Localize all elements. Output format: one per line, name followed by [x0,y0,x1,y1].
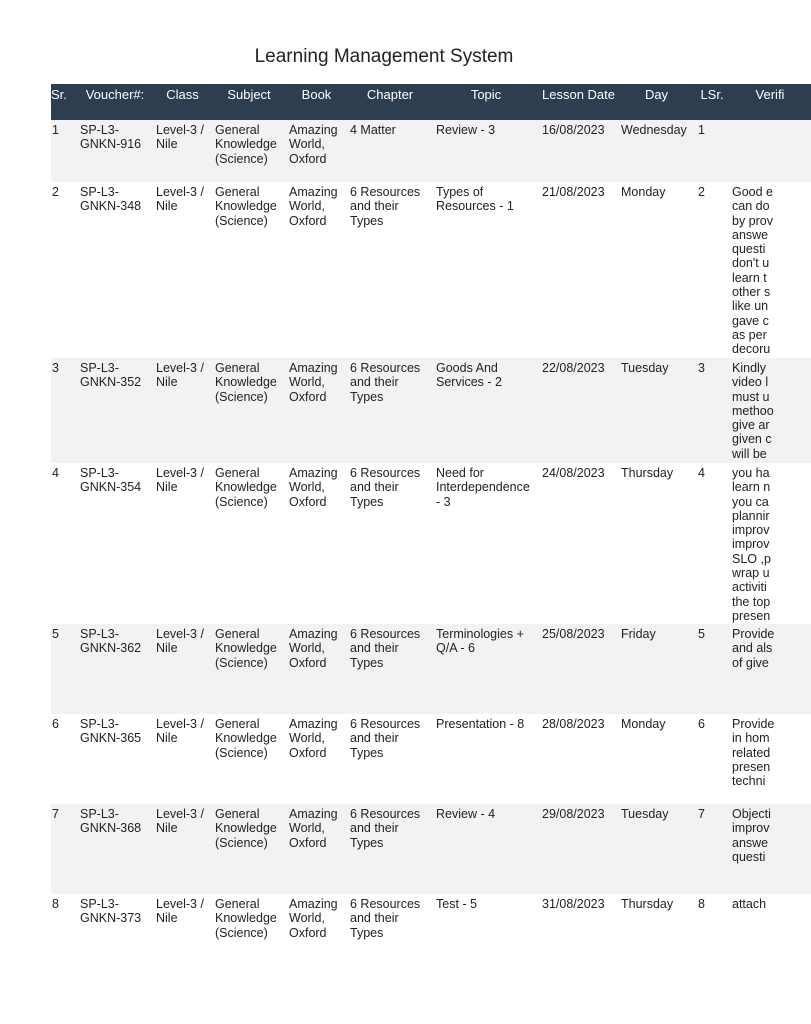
table-body [51,120,811,984]
verification-remark-line: learn t [732,270,767,285]
topic-cell: Types of Resources - 1 [433,182,539,358]
chapter-cell: 6 Resources and their Types [347,182,433,358]
header-subject: Subject [212,84,286,120]
chapter-cell: 6 Resources and their Types [347,463,433,624]
verification-remark-line: as per [732,327,767,342]
book-cell: Amazing World, Oxford [286,120,347,182]
day-cell: Thursday [618,463,695,624]
verification-remark-line: related [732,745,771,760]
lesson-date-cell: 28/08/2023 [539,714,618,804]
verification-remark-line: Good e [732,185,774,199]
verification-remark-line: methoo [732,403,774,418]
book-cell: Amazing World, Oxford [286,714,347,804]
topic-cell: Goods And Services - 2 [433,358,539,463]
voucher-cell: SP-L3-GNKN-354 [77,463,153,624]
class-cell: Level-3 / Nile [153,463,212,624]
book-cell: Amazing World, Oxford [286,624,347,714]
chapter-cell: 6 Resources and their Types [347,714,433,804]
class-cell: Level-3 / Nile [153,624,212,714]
topic-cell: Review - 4 [433,804,539,894]
verification-remark-line: activiti [732,580,767,595]
book-cell: Amazing World, Oxford [286,358,347,463]
lsr-cell: 7 [695,804,729,894]
verification-remark-line: techni [732,774,766,789]
topic-cell: Presentation - 8 [433,714,539,804]
verification-cell [729,714,811,804]
lsr-cell: 2 [695,182,729,358]
book-cell: Amazing World, Oxford [286,804,347,894]
verification-remark-line: Provide [732,627,775,641]
class-cell: Level-3 / Nile [153,804,212,894]
day-cell: Monday [618,714,695,804]
header-lesson-date: Lesson Date [539,84,618,120]
table-row [51,358,811,463]
verification-remark-line: give ar [732,418,770,433]
table-row [51,182,811,358]
verification-remark-line: plannir [732,508,770,523]
sr-cell: 4 [51,463,77,624]
verification-remark-line: improv [732,523,770,538]
verification-remark-line: questi [732,242,766,257]
chapter-cell: 6 Resources and their Types [347,804,433,894]
header-verification: Verifi [729,84,811,120]
verification-cell [729,120,811,182]
verification-remark-line: gave c [732,313,769,328]
verification-cell [729,894,811,984]
subject-cell: General Knowledge (Science) [212,714,286,804]
sr-cell: 6 [51,714,77,804]
verification-remark-line: Objecti [732,807,771,821]
header-class: Class [153,84,212,120]
book-cell: Amazing World, Oxford [286,463,347,624]
lsr-cell: 6 [695,714,729,804]
sr-cell: 2 [51,182,77,358]
verification-remark-line: learn n [732,480,771,495]
verification-remark-line: by prov [732,213,773,228]
sr-cell: 1 [51,120,77,182]
verification-remark-line: video l [732,375,769,390]
table-header-row [51,84,811,120]
verification-remark-line: must u [732,389,770,404]
verification-remark-line: like un [732,299,769,314]
verification-remark-line: presen [732,608,771,623]
header-sr: Sr. [51,84,77,120]
verification-remark-line: questi [732,849,766,864]
sr-cell: 8 [51,894,77,984]
lsr-cell: 8 [695,894,729,984]
day-cell: Monday [618,182,695,358]
subject-cell: General Knowledge (Science) [212,120,286,182]
lesson-date-cell: 29/08/2023 [539,804,618,894]
subject-cell: General Knowledge (Science) [212,624,286,714]
lsr-cell: 5 [695,624,729,714]
verification-remark-line: improv [732,821,770,836]
lesson-date-cell: 24/08/2023 [539,463,618,624]
subject-cell: General Knowledge (Science) [212,804,286,894]
verification-remark-line: you ca [732,494,769,509]
voucher-cell: SP-L3-GNKN-373 [77,894,153,984]
header-topic: Topic [433,84,539,120]
verification-cell [729,624,811,714]
subject-cell: General Knowledge (Science) [212,463,286,624]
lesson-table-container [51,84,785,984]
verification-remark-line: you ha [732,466,770,480]
lesson-date-cell: 31/08/2023 [539,894,618,984]
day-cell: Wednesday [618,120,695,182]
table-row [51,463,811,624]
day-cell: Tuesday [618,358,695,463]
verification-remark-line: attach [732,897,767,911]
verification-cell [729,804,811,894]
chapter-cell: 6 Resources and their Types [347,624,433,714]
day-cell: Thursday [618,894,695,984]
verification-remark-line: wrap u [732,566,770,581]
book-cell: Amazing World, Oxford [286,182,347,358]
sr-cell: 5 [51,624,77,714]
header-lsr: LSr. [695,84,729,120]
class-cell: Level-3 / Nile [153,894,212,984]
verification-remark-line: answe [732,227,769,242]
verification-remark-line: of give [732,655,769,670]
verification-remark-line: answe [732,835,769,850]
page-title: Learning Management System [254,46,514,67]
subject-cell: General Knowledge (Science) [212,894,286,984]
verification-remark-line: don't u [732,256,770,271]
topic-cell: Terminologies + Q/A - 6 [433,624,539,714]
voucher-cell: SP-L3-GNKN-362 [77,624,153,714]
book-cell: Amazing World, Oxford [286,894,347,984]
table-row [51,894,811,984]
header-day: Day [618,84,695,120]
verification-cell [729,358,811,463]
lesson-date-cell: 21/08/2023 [539,182,618,358]
class-cell: Level-3 / Nile [153,182,212,358]
verification-remark-line: other s [732,285,771,300]
verification-remark-line: decoru [732,342,771,357]
header-book: Book [286,84,347,120]
voucher-cell: SP-L3-GNKN-365 [77,714,153,804]
header-chapter: Chapter [347,84,433,120]
topic-cell: Test - 5 [433,894,539,984]
verification-remark-line: can do [732,199,770,214]
topic-cell: Need for Interdependence - 3 [433,463,539,624]
class-cell: Level-3 / Nile [153,120,212,182]
chapter-cell: 4 Matter [347,120,433,182]
header-voucher: Voucher#: [77,84,153,120]
lesson-date-cell: 25/08/2023 [539,624,618,714]
verification-remark-line: the top [732,594,771,609]
topic-cell: Review - 3 [433,120,539,182]
lesson-date-cell: 22/08/2023 [539,358,618,463]
lsr-cell: 4 [695,463,729,624]
day-cell: Tuesday [618,804,695,894]
day-cell: Friday [618,624,695,714]
table-row [51,714,811,804]
sr-cell: 7 [51,804,77,894]
lsr-cell: 1 [695,120,729,182]
chapter-cell: 6 Resources and their Types [347,894,433,984]
verification-remark-line: will be [732,446,767,461]
table-row [51,624,811,714]
voucher-cell: SP-L3-GNKN-352 [77,358,153,463]
lesson-date-cell: 16/08/2023 [539,120,618,182]
table-header [51,84,811,120]
table-row [51,804,811,894]
voucher-cell: SP-L3-GNKN-368 [77,804,153,894]
chapter-cell: 6 Resources and their Types [347,358,433,463]
verification-cell [729,463,811,624]
voucher-cell: SP-L3-GNKN-916 [77,120,153,182]
verification-remark-line: improv [732,537,770,552]
verification-remark-line: given c [732,432,772,447]
lsr-cell: 3 [695,358,729,463]
verification-remark-line: in hom [732,731,770,746]
table-row [51,120,811,182]
subject-cell: General Knowledge (Science) [212,358,286,463]
lesson-table [51,84,811,984]
subject-cell: General Knowledge (Science) [212,182,286,358]
voucher-cell: SP-L3-GNKN-348 [77,182,153,358]
verification-cell [729,182,811,358]
verification-remark-line: Provide [732,717,775,731]
class-cell: Level-3 / Nile [153,714,212,804]
verification-remark-line: SLO ,p [732,551,771,566]
sr-cell: 3 [51,358,77,463]
verification-remark-line: and als [732,641,773,656]
verification-remark-line: presen [732,759,771,774]
verification-remark-line: Kindly [732,361,767,375]
class-cell: Level-3 / Nile [153,358,212,463]
